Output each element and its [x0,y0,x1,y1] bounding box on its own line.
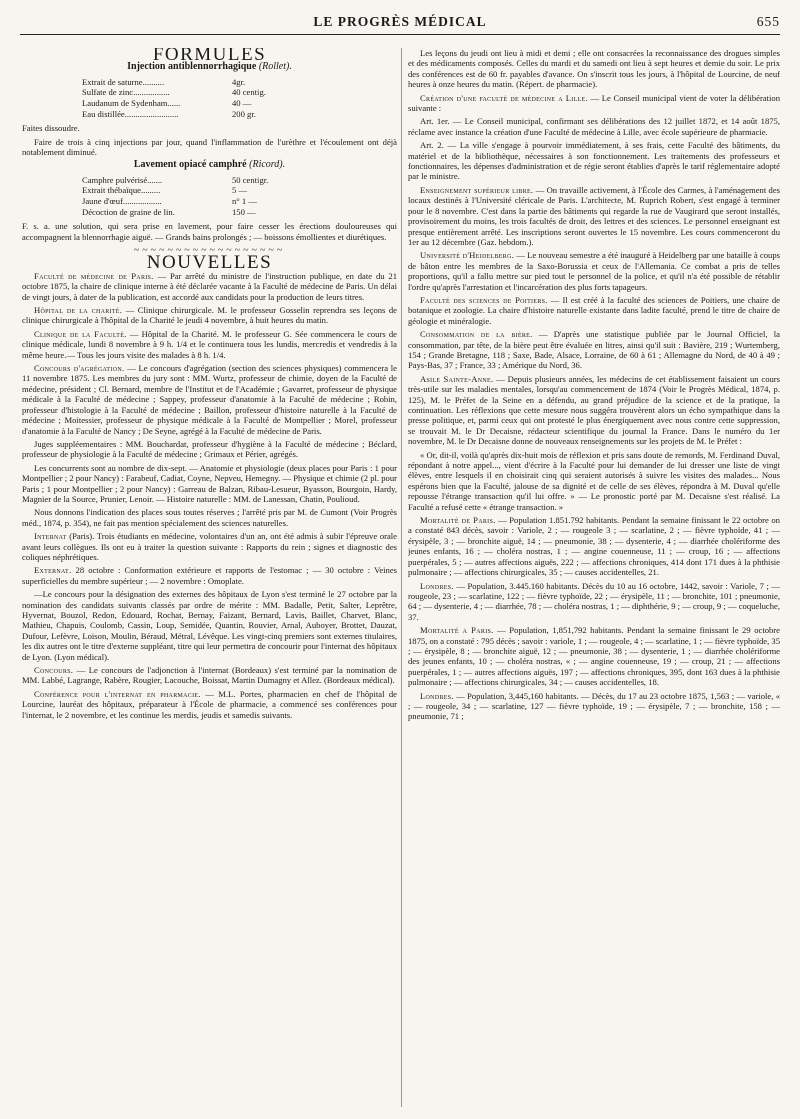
news-lead: Mortalité de Paris. [420,515,496,526]
ingredient-name: Jaune d'œuf.................. [82,196,162,206]
injection-instruction-1: Faites dissoudre. [22,123,80,134]
news-paragraph [22,329,397,360]
page-number: 655 [756,14,780,29]
news-text: Les concurrents sont au nombre de dix-sept. — Anatomie et physiologie (deux places pour Paris : 1 pour Montpellier ; 2 pour Nancy) : Farabeuf, Cadiat, Coyne, Nepveu, Hemegny. — Physique et chimie (2 pl. pour Paris ; 1 pour Montpellier ; 2 pour Nancy) : Garreau de Balzan, Ribau-Lesueur, Byasson, Bourgoin, Hardy, Magnier de la Source, Prunier, Lenoir. — Histoire naturelle : MM. de Lanessan, Chatin, Poulioud. [22,462,397,504]
ingredient-name: Décoction de graine de lin. [82,206,175,217]
recipe-row [82,87,397,98]
recipe-row [82,175,397,186]
news-text: Juges suppléementaires : MM. Bouchardat, professeur d'hygiène à la Faculté de médecine ; Béclard, professeur de physiologie à la Faculté de médecine ; Grimaux et Périer, agrégés. [22,438,397,460]
journal-title: LE PROGRÈS MÉDICAL [313,14,487,29]
news-text: Les leçons du jeudi ont lieu à midi et demi ; elle ont consacrées la reconnaissance des drogues simples et des médicaments composés. Celles du mardi et du samedi ont lieu à sept heures et demie du soir. Le prix des conférences est de 60 fr. payables d'avance. On s'inscrit tous les jours, à l'hôpital de Lourcine, de neuf heures à onze heures du matin. (Répert. de pharmacie). [408,48,780,90]
news-text: — Population, 1,851,792 habitants. Pendant la semaine finissant le 29 octobre 1875, on a constaté : 795 décès ; savoir : variole, 1 ; — rougeole, 4 ; — scarlatine, 1 ; — fièvre typhoïde, 35 ; — érysipèle, 8 ; — bronchite aiguë, 12 ; — pneumonie, 38 ; — dysenterie, 1 ; — diarrhée cholériforme des jeunes enfants, 10 ; — choléra nostras, « ; — angine couenneuse, 19 ; — croup, 21 ; — affections puerpérales, 1 ; — autres affections aiguës, 197 ; — affections chroniques, 395, dont 163 dues à la phthisie pulmonaire ; — affections chirurgicales, 34 ; — causes accidentelles, 18. [408,625,780,688]
news-lead: Concours d'agrégation. [34,363,125,374]
ingredient-qty: n° 1 — [232,196,257,206]
news-lead: Internat [34,531,67,542]
news-text: Art. 1er. — Le Conseil municipal, confirmant ses délibérations des 12 juillet 1872, et 14 août 1875, réclame avec instance la création d'une Faculté de médecine à Lille, avec école supérieure de pharmacie. [408,116,780,137]
injection-title [22,62,397,72]
news-paragraph [22,565,397,586]
ingredient-qty: 40 centig. [232,87,266,98]
news-text: — Il est créé à la faculté des sciences de Poitiers, une chaire de botanique et zoologie. La chaire d'histoire naturelle existante dans ladite faculté, prend le titre de chaire de géologie et minéralogie. [408,294,780,326]
news-lead: Clinique de la Faculté. [34,328,127,339]
news-lead: Université d'Heidelberg. [420,250,515,261]
news-paragraph [408,450,780,512]
news-lead: Enseignement supérieur libre. [420,184,534,195]
injection-title-text: Injection antiblennorrhagique [127,61,257,73]
news-paragraph [408,93,780,114]
news-paragraph [408,329,780,371]
news-text: — Population, 3,445,160 habitants. — Décès, du 17 au 23 octobre 1875, 1,563 ; — variole, « ; — rougeole, 34 ; — scarlatine, 127 — fièvre typhoïde, 19 ; — érysipèle, 7 ; — bronchite, 158 ; — pneumonie, 71 ; [408,690,780,722]
news-paragraph [408,250,780,292]
formules-title: FORMULES [152,48,267,65]
news-text: Art. 2. — La ville s'engage à pourvoir immédiatement, à ses frais, cette Faculté des bâtiments, du matériel et de la bibliothèque, nécessaires à son fonctionnement. Les traitements des professeurs et fonctionnaires, les dépenses d'administration et de régie seront établies d'après le tarif réglementaire adopté par le ministre. [408,140,780,182]
news-paragraph [22,305,397,326]
injection-instruction-2: Faire de trois à cinq injections par jour, quand l'inflammation de l'urèthre et l'écoulement ont déjà notablement diminué. [22,136,397,157]
injection-author: (Rollet). [258,61,292,73]
news-paragraph [22,589,397,662]
news-paragraph [22,463,397,505]
section-ornament: ~~~~~~~~~~~~~~~~~~ [133,245,286,256]
news-lead: Mortalité a Paris. [420,625,494,636]
news-lead: Consommation de la bière. [420,329,533,340]
news-text: — On travaille activement, à l'École des Carmes, à l'aménagement des locaux destinés à l'Université cléricale de Paris. L'architecte, M. Ruprich Robert, s'est engagé à terminer pour le 8 novembre. C'est dans la partie des bâtiments qui regarde la rue de Vaugirard que seront installés, provisoirement du moins, les trois facultés de droit, des lettres et des sciences. Le personnel enseignant est presque entièrement arrêté. Les inscriptions seront ouvertes le 15 novembre. Les cours commenceront du 1er au 12 décembre (Gaz. hebdom.). [408,184,780,247]
news-paragraph [22,665,397,686]
news-lead: Hôpital de la charité. [34,305,123,316]
news-text: — Par arrêté du ministre de l'instruction publique, en date du 21 octobre 1875, la chaire de clinique interne à été déclarée vacante à la Faculté de médecine de Paris. Un délai de vingt jours, à dater de la publication, est accordé aux candidats pour la production de leurs titres. [22,270,397,302]
news-paragraph [22,689,397,720]
news-paragraph [22,363,397,436]
news-text: (Paris). Trois étudiants en médecine, volontaires d'un an, ont été admis à subir l'épreuve orale avant leurs collègues. Ils ont eu à traiter la question suivante : Rapports du rein ; signes et diagnostic des coliques néphrétiques. [22,531,397,562]
lavement-title [22,160,397,170]
news-paragraph [408,515,780,577]
news-lead: Londres. [420,690,454,701]
news-text: — M.L. Portes, pharmacien en chef de l'hôpital de Lourcine, lauréat des hôpitaux, préparateur à l'École de pharmacie, a commencé ses conférences pour l'internat, le 2 novembre, et les continue les merdis, jeudis et samedis suivants. [22,688,397,720]
news-paragraph [408,625,780,687]
ingredient-qty: 50 centigr. [232,174,269,185]
news-text: — D'après une statistique publiée par le Journal Officiel, la consommation, par tête, de la bière peut être évaluée en litres, ainsi qu'il suit : Bavière, 219 ; Wurtemberg, 154 ; Grande Bretagne, 118 ; Saxe, Bade, Alsace, Lorraine, de 60 à 61 ; Allemagne du Nord, de 40 à 49 ; Pays-Bas, 37 ; France, 33 ; Amérique du Nord, 36. [408,329,780,371]
news-text: — Le Conseil municipal vient de voter la délibération suivante : [408,92,780,114]
lavement-title-text: Lavement opiacé camphré [133,159,247,171]
left-news-list [22,271,397,720]
news-paragraph [408,48,780,90]
news-text: — Le concours d'agrégation (section des sciences physiques) commencera le 11 novembre 1875. Les membres du jury sont : MM. Wurtz, professeur de chimie, doyen de la Faculté de médecine, président ; Cl. Bernard, membre de l'Institut et de l'Académie ; Gavarret, professeur de physique médicale à la Faculté de médecine ; Sappey, professeur d'anatomie à la Faculté de médecine ; Robin, professeur d'histologie à la Faculté de médecine ; Baillon, professeur d'histoire naturelle à la Faculté de médecine ; Moitessier, professeur de physique médicale à la Faculté de Montpellier ; Morel, professeur d'anatomie à la Faculté de Nancy ; De Seyne, agrégé à la Faculté de médecine de Paris. [22,363,397,436]
ingredient-qty: 4gr. [232,76,246,87]
column-divider [401,48,402,1107]
news-paragraph [22,271,397,302]
news-text: — Population, 3.445.160 habitants. Décès du 10 au 16 octobre, 1442, savoir : Variole, 7 ; — rougeole, 23 ; — scarlatine, 122 ; — fièvre typhoïde, 22 ; — érysipèle, 11 ; — bronchite, 101 ; pneumonie, 64 ; — dysenterie, 4 ; — diarrhée, 78 ; — choléra nostras, 1 ; — diphthérie, 9 ; — croup, 9 ; — coqueluche, 37. [408,580,780,622]
news-paragraph [408,116,780,137]
news-lead: Conférence pour l'internat en pharmacie. [34,688,201,699]
news-text: — Population 1.851.792 habitants. Pendant la semaine finissant le 22 octobre on a constaté 843 décès, savoir : Variole, 2 ; — rougeole 3 ; — scarlatine, 2 ; — fièvre typhoïde, 41 ; — érysipèle, 3 ; — bronchite aiguë, 14 ; — pneumonie, 38 ; — dysenterie, 4 ; — diarrhée cholériforme des jeunes enfants, 16 ; — choléra nostras, 1 ; — angine couenneuse, 11 ; — croup, 16 ; — affections puerpérales, 5 ; — autres affections aiguës, 222 ; — affections chroniques, 414 dont 171 dues à la phthisie pulmonaire ; — affections chirurgicales, 35 ; — causes accidentelles, 21. [408,515,780,578]
news-lead: Faculté des sciences de Poitiers. [420,294,548,305]
ingredient-qty: 5 — [232,185,248,196]
news-paragraph [408,140,780,182]
news-paragraph [408,374,780,447]
recipe-row [82,98,397,109]
news-lead: Londres. [420,580,454,591]
ingredient-qty: 200 gr. [232,108,256,119]
recipe-row [82,109,397,120]
news-paragraph [22,531,397,562]
news-paragraph [22,439,397,460]
right-news-list [408,48,780,722]
nouvelles-title: NOUVELLES [146,252,273,274]
news-text: — Hôpital de la Charité. M. le professeur G. Sée commencera le cours de clinique médicale, lundi 8 novembre à 9 h. 1/4 et le continuera tous les lundis, mercredis et vendredis à la même heure.— Tous les jours visite des malades à 8 h. 1/4. [22,328,397,360]
ingredient-name: Extrait thébaïque......... [82,185,161,196]
ingredient-name: Sulfate de zinc................. [82,87,170,98]
news-paragraph [22,507,397,528]
ingredient-name: Laudanum de Sydenham...... [82,98,181,108]
news-paragraph [408,581,780,623]
lavement-recipe [82,175,397,217]
recipe-row [82,185,397,196]
news-text: 28 octobre : Conformation extérieure et rapports de l'estomac ; — 30 octobre : Veines superficielles du membre supérieur ; — 2 novembre : Omoplate. [22,565,397,586]
news-lead: Création d'une faculté de médecine a Lille. [420,92,588,103]
news-lead: Externat. [34,565,72,576]
news-lead: Asile Sainte-Anne. [420,373,494,384]
right-column [408,48,780,1107]
lavement-author: (Ricord). [249,159,286,171]
ingredient-qty: 40 — [232,98,252,108]
news-text: — Depuis plusieurs années, les médecins de cet établissement faisaient un cours très-utile sur les maladies mentales, lorsqu'au commencement de 1874 (Voir le Progrès Médical, 1874, p. 125), M. le Préfet de la Seine en a défendu, au grand préjudice de la science et de la pratique, la continuation. Les réflexions que cette mesure nous suggéra trouvèrent alors un écho sympathique dans la presse politique, et, parmi ceux qui ont protesté le plus énergiquement avec nous contre cette suppression, se trouvait M. le Dr Decaisne, rédacteur scientifique du journal la France. Dans le numéro du 1er novembre, M. le Dr Decaisne donne de nouveaux renseignements sur les projets de M. le Préfet : [408,373,780,447]
news-paragraph [408,185,780,247]
news-text: — Le nouveau semestre a été inauguré à Heidelberg par une bataille à coups de bâton entre les membres de la Saxo-Borussia et ceux de l'Allemania. Ce combat a pris de telles proportions, qu'il a fallu mettre sur pied tout le personnel de la police, et qu'il n'a été possible de rétablir l'ordre qu'après l'arrestation et l'incarcération des plus forts tapageurs. [408,250,780,292]
news-text: —Le concours pour la désignation des externes des hôpitaux de Lyon s'est terminé le 27 octobre par la nomination des candidats suivants classés par ordre de mérite : MM. Badalle, Petit, Salter, Leprêtre, Hyvernat, Bouzol, Redon, Edouard, Rochat, Bernay, Faizant, Bernard, Lavis, Baillet, Charvet, Blanc, Mathieu, Chapuis, Coulomb, Cassin, Loup, Semidée, Quantin, Rouvier, Arnal, Auboyer, Brottet, Dauzat, Dufour, Lefèvre, Loison, Moulin, Béraud, Métral, Lévêque. Les vingt-cinq premiers sont externes titulaires, les dix autres ont le titre d'externe suppléant, titre qui leur permettra de concourir pour l'internat des hôpitaux de Lyon. (Lyon médical). [22,589,397,662]
news-lead: Concours. [34,665,74,676]
news-text: — Clinique chirurgicale. M. le professeur Gosselin reprendra ses leçons de clinique chirurgicale à l'hôpital de la Charité le jeudi 4 novembre, à huit heures du matin. [22,305,397,326]
recipe-row [82,196,397,207]
injection-recipe [82,77,397,119]
news-text: — Le concours de l'adjonction à l'internat (Bordeaux) s'est terminé par la nomination de MM. Labbé, Lagrange, Rabère, Rougier, Lacouche, Boissat, Martin Dumagny et Allez. (Bordeaux médical). [22,665,397,686]
news-text: « Or, dit-il, voilà qu'après dix-huit mois de réflexion et pris sans doute de remords, M. Ferdinand Duval, répondant à notre appel..., vient d'écrire à la Faculté pour lui demander de lui dresser une liste de vingt élèves, entre lesquels il en choisirait cinq qui seraient autorisés à suivre les visites des malades... Nous espérons bien que la Faculté, jalouse de sa dignité et de celle de ses élèves, répondra à M. Duval qu'elle repousse l'étrange transaction qu'il lui offre. » — Le pronostic porté par M. Decaisne s'est réalisé. La Faculté a refusé cette « étrange transaction. » [408,449,780,512]
ingredient-qty: 150 — [232,206,256,217]
recipe-row [82,207,397,218]
ingredient-name: Eau distillée......................... [82,108,179,119]
left-column [22,48,397,1107]
ingredient-name: Camphre pulvérisé....... [82,174,163,185]
news-lead: Faculté de médecine de Paris. [34,270,154,281]
page-header [20,14,780,35]
ingredient-name: Extrait de saturne.......... [82,76,165,87]
news-paragraph [408,295,780,326]
news-text: Nous donnons l'indication des places sous toutes réserves ; l'arrêté pris par M. de Cumont (Voir Progrès méd., 1874, p. 354), ne fait pas mention spécialement des sciences naturelles. [22,507,397,528]
recipe-row [82,77,397,88]
news-paragraph [408,691,780,722]
lavement-instruction: F. s. a. une solution, qui sera prise en lavement, pour faire cesser les érections douloureuses qui accompagnent la blennorrhagie aiguë. — Grands bains prolongés ; — boissons émollientes et diurétiques. [22,221,397,242]
